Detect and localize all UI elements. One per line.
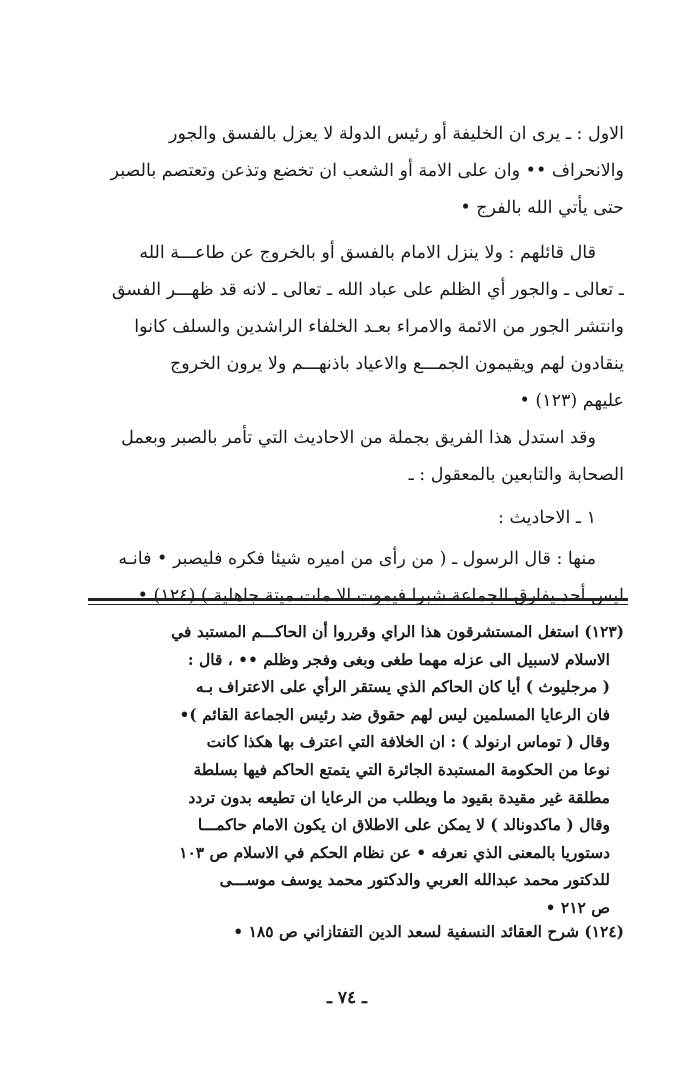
footnote-separator: [88, 598, 628, 601]
footnote-line: مطلقة غير مقيدة بقيود ما ويطلب من الرعايا ان تطيعه بدون تردد: [188, 787, 610, 807]
footnote-line: الاسلام لاسبيل الى عزله مهما طغى وبغى وفجر وظلم •• ، قال :: [187, 649, 610, 669]
text-line: منها : قال الرسول ـ ( من رأى من اميره شيئا فكره فليصبر • فانـه: [118, 549, 596, 569]
text-line: قال قائلهم : ولا ينزل الامام بالفسق أو بالخروج عن طاعـــة الله: [139, 243, 596, 263]
text-line: ـ تعالى ـ والجور أي الظلم على عباد الله ـ تعالى ـ لانه قد ظهـــر الفسق: [111, 280, 624, 300]
paragraph-1: [62, 116, 624, 227]
footnote-line: (١٢٣) استغل المستشرقون هذا الراي وقرروا أن الحاكـــم المستبد في: [171, 622, 624, 641]
paragraph-2: [62, 235, 624, 420]
text-line: عليهم (١٢٣) •: [519, 391, 624, 411]
main-text: [62, 116, 624, 615]
text-line: الاول : ـ يرى ان الخليفة أو رئيس الدولة لا يعزل بالفسق والجور: [169, 124, 624, 144]
footnote-123: [62, 618, 624, 922]
text-line: الصحابة والتابعين بالمعقول : ـ: [408, 465, 624, 485]
footnote-line: دستوريا بالمعنى الذي نعرفه • عن نظام الحكم في الاسلام ص ١٠٣: [179, 842, 610, 862]
footnote-line: فان الرعايا المسلمين ليس لهم حقوق ضد رئيس الجماعة القائم )•: [179, 704, 610, 724]
text-line: حتى يأتي الله بالفرج •: [460, 198, 624, 218]
footnote-line: وقال ( توماس ارنولد ) : ان الخلافة التي اعترف بها هكذا كانت: [206, 732, 610, 752]
text-line: ليس أحد يفارق الجماعة شبرا فيموت الا مات ميتة جاهلية ) (١٢٤) •: [137, 586, 624, 606]
footnote-124: (١٢٤) شرح العقائد النسفية لسعد الدين التفتازاني ص ١٨٥ •: [233, 922, 624, 941]
text-line: ينقادون لهم ويقيمون الجمـــع والاعياد باذنهـــم ولا يرون الخروج: [169, 354, 624, 374]
footnote-separator-thin: [88, 604, 628, 605]
text-line: وانتشر الجور من الائمة والامراء بعـد الخلفاء الراشدين والسلف كانوا: [134, 317, 624, 337]
footnote-line: للدكتور محمد عبدالله العربي والدكتور محمد يوسف موســـى: [219, 870, 610, 890]
page-number: ـ ٧٤ ـ: [326, 988, 368, 1008]
paragraph-4: [62, 500, 624, 537]
footnote-line: وقال ( ماكدونالد ) لا يمكن على الاطلاق ان يكون الامام حاكمـــا: [197, 815, 610, 835]
footnote-line: نوعا من الحكومة المستبدة الجائرة التي يتمتع الحاكم فيها بسلطة: [193, 759, 610, 779]
footnote-line: ( مرجليوث ) أيا كان الحاكم الذي يستقر الرأي على الاعتراف بـه: [195, 677, 610, 697]
section-heading: ١ ـ الاحاديث :: [498, 508, 596, 528]
text-line: وقد استدل هذا الفريق بجملة من الاحاديث التي تأمر بالصبر وبعمل: [121, 428, 596, 448]
footnote-line: ص ٢١٢ •: [545, 897, 610, 917]
text-line: والانحراف •• وان على الامة أو الشعب ان تخضع وتذعن وتعتصم بالصبر: [110, 161, 624, 181]
paragraph-3: [62, 420, 624, 494]
